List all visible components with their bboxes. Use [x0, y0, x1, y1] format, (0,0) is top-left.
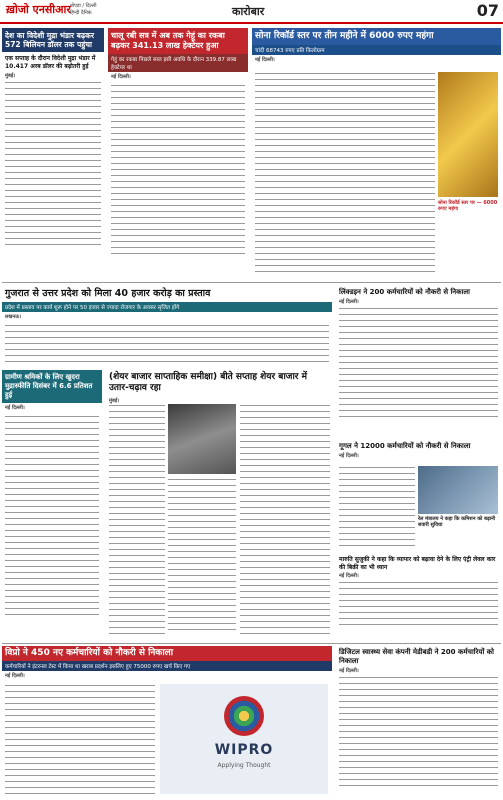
gujarat-strip: प्रदेश में प्रस्ताव पर कार्य शुरू होने पर 50 हजार से ज्यादा रोजगार के अवसर सृजित होंगे: [2, 302, 332, 312]
rural-headline: ग्रामीण श्रमिकों के लिए खुदरा मुद्रास्फीति दिसंबर में 6.6 प्रतिशत हुई: [2, 370, 102, 403]
forex-body: [5, 81, 101, 246]
forex-byline: मुंबई।: [5, 73, 16, 79]
fired-mid-body: [339, 466, 415, 546]
maruti-headline: मारुति सुजुकी ने कहा कि व्यापार को बढ़ावा देने के लिए एंट्री लेवल कार की बिक्री का भी ध्यान: [339, 556, 496, 571]
edition-line-1: नोएडा / दिल्ली: [70, 3, 97, 9]
fired200-article: [336, 286, 501, 436]
wipro-headline: विप्रो ने 450 नए कर्मचारियों को नौकरी से निकाला: [2, 646, 332, 661]
wipro-article: [2, 646, 332, 798]
fired200-byline: नई दिल्ली।: [339, 299, 359, 305]
wheat-article: [108, 28, 248, 280]
dealshare-byline: नई दिल्ली।: [339, 668, 359, 674]
maruti-byline: नई दिल्ली।: [339, 573, 359, 579]
wipro-strip: कर्मचारियों ने इंटरनल टेस्ट में किया था खराब प्रदर्शन इसलिए हुए 75000 रुपए खर्च किए गए: [2, 661, 332, 671]
page-number: 07: [476, 1, 499, 20]
rural-article: [2, 370, 102, 640]
fired-mid-byline: नई दिल्ली।: [339, 453, 359, 459]
wheat-body: [111, 84, 245, 254]
market-byline: मुंबई।: [109, 398, 120, 404]
wheat-strip: गेहूं का रकबा पिछले साल इसी अवधि के दौरान 339.87 लाख हेक्टेयर था: [108, 54, 248, 72]
forex-headline: देश का विदेशी मुद्रा भंडार बढ़कर 572 बिलियन डॉलर तक पहुंचा: [2, 28, 104, 52]
gujarat-headline: गुजरात से उत्तर प्रदेश को मिला 40 हजार करोड़ का प्रस्ताव: [5, 288, 211, 299]
edition-line-2: हिन्दी दैनिक: [70, 10, 92, 16]
market-photo: [168, 404, 236, 474]
dealshare-article: [336, 646, 501, 798]
dealshare-body: [339, 676, 498, 786]
divider-2: [2, 643, 501, 644]
fired200-body: [339, 307, 498, 417]
fired-mid-headline: गूगल ने 12000 कर्मचारियों को नौकरी से निकाला: [339, 442, 471, 450]
section-title: कारोबार: [232, 5, 265, 18]
wipro-logo-panel: [160, 684, 328, 794]
wipro-logo-tagline: Applying Thought: [217, 762, 271, 769]
gold-body: [255, 72, 435, 272]
fired-mid-caption: रेल मंत्रालय ने कहा कि कमिशन को बढ़ानी सवारी सुविधा: [418, 516, 496, 528]
gold-photo: [438, 72, 498, 197]
forex-subhead: एक सप्ताह के दौरान विदेशी मुद्रा भंडार में 10.417 अरब डॉलर की बढ़ोतरी हुई: [5, 55, 96, 70]
maruti-article: [336, 554, 501, 640]
gujarat-body: [5, 324, 329, 364]
market-body-right: [240, 404, 330, 634]
gold-sidebar-note: सोना रिकॉर्ड स्तर पर — 6000 रुपए महंगा: [438, 200, 498, 212]
wipro-logo-text: WIPRO: [214, 742, 274, 758]
gujarat-byline: लखनऊ।: [5, 314, 22, 320]
wheat-headline: चालू रबी सत्र में अब तक गेहूं का रकबा बढ़कर 341.13 लाख हेक्टेयर हुआ: [108, 28, 248, 54]
gold-byline: नई दिल्ली।: [255, 57, 275, 63]
gold-headline: सोना रिकॉर्ड स्तर पर तीन महीने में 6000 रुपए महंगा: [252, 28, 501, 45]
gujarat-article: [2, 286, 332, 366]
dealshare-headline: डिजिटल स्वास्थ्य सेवा कंपनी मेडीबडी ने 200 कर्मचारियों को निकाला: [339, 648, 494, 665]
fired-mid-article: [336, 440, 501, 550]
wipro-logo-mark: [224, 696, 264, 736]
rural-body: [5, 415, 99, 615]
gold-strip: चांदी 68743 रुपए प्रति किलोग्राम: [252, 45, 501, 55]
market-body-left: [109, 404, 165, 634]
divider-1: [2, 282, 501, 283]
maruti-body: [339, 581, 498, 625]
market-body-mid: [168, 478, 236, 634]
market-article: [106, 370, 332, 640]
market-headline: (शेयर बाजार साप्ताहिक समीक्षा) बीते सप्ताह शेयर बाजार में उतार-चढ़ाव रहा: [109, 372, 307, 393]
newspaper-logo: ख़ोजो एनसीआर: [6, 3, 71, 16]
fired200-headline: लिंक्डइन ने 200 कर्मचारियों को नौकरी से निकाला: [339, 288, 470, 296]
wheat-byline: नई दिल्ली।: [111, 74, 131, 80]
edition-info: [70, 3, 97, 17]
masthead: [0, 0, 503, 24]
forex-article: [2, 28, 104, 280]
wipro-byline: नई दिल्ली।: [5, 673, 25, 679]
rural-byline: नई दिल्ली।: [5, 405, 25, 411]
fired-mid-photo: [418, 466, 498, 514]
wipro-body-left: [5, 684, 155, 794]
gold-article: [252, 28, 501, 280]
